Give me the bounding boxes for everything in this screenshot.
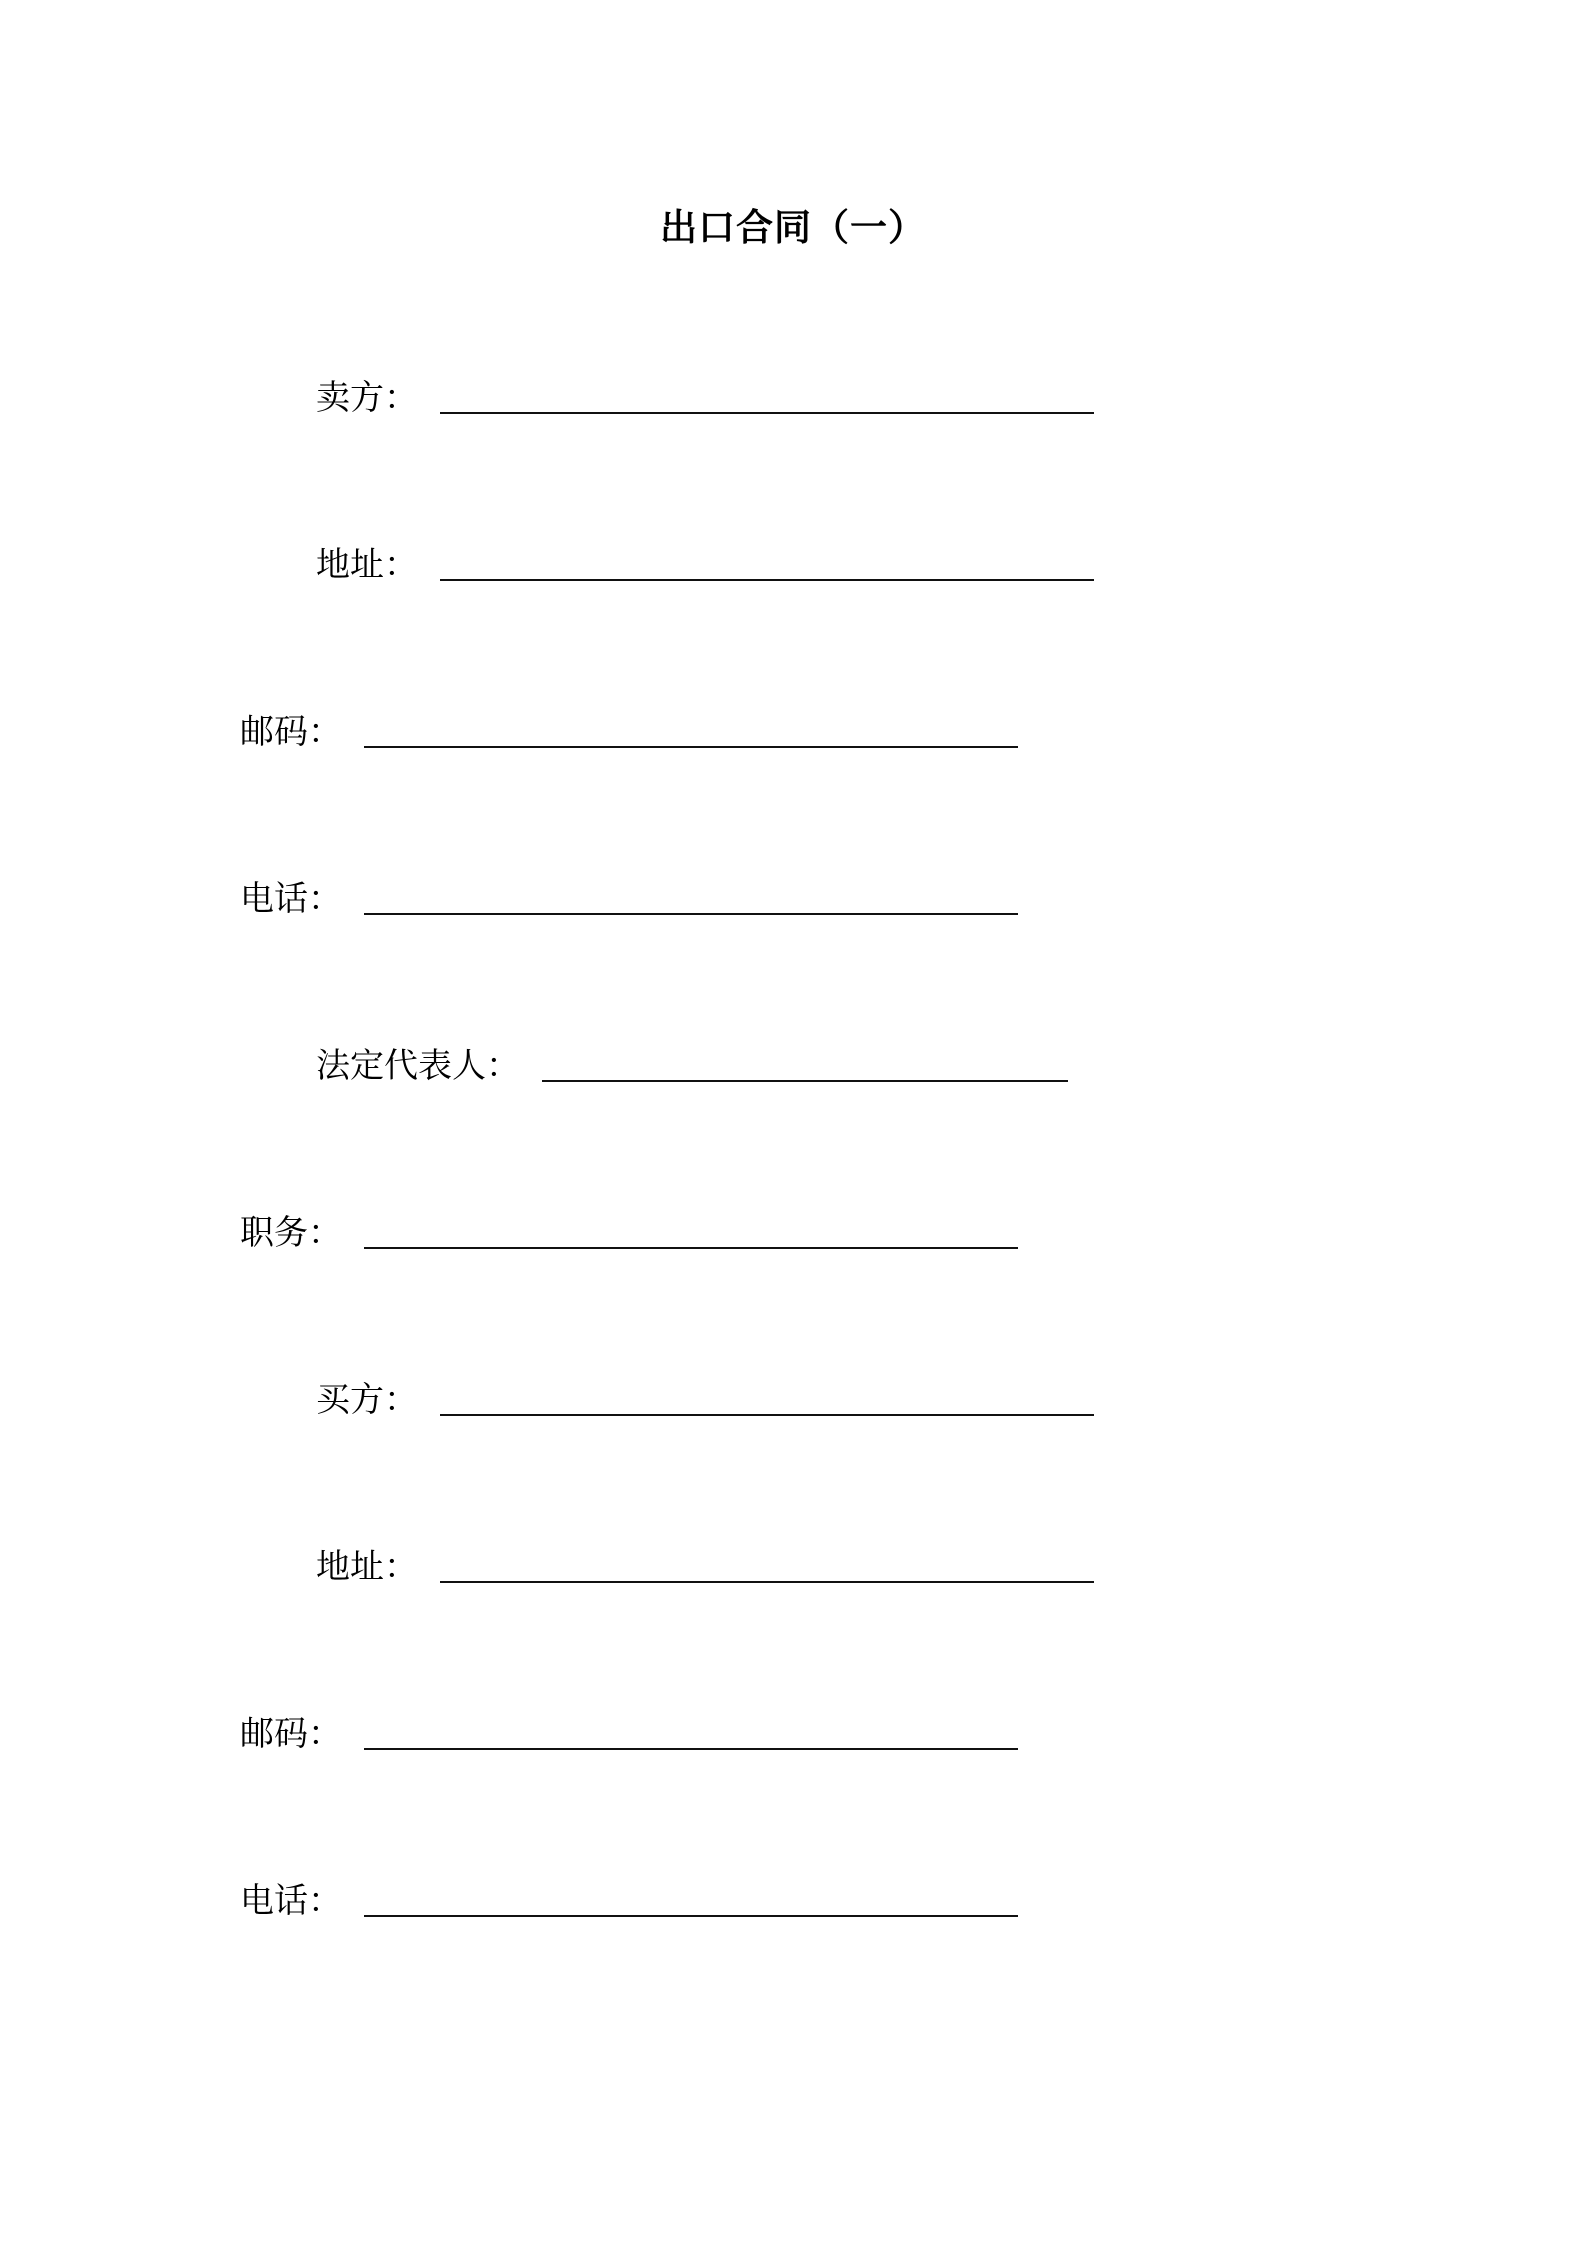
legal-representative-field [316, 1038, 1068, 1094]
seller-postcode-field [240, 704, 1018, 760]
seller-blank-line[interactable] [440, 412, 1094, 414]
seller-phone-field [240, 871, 1018, 927]
seller-postcode-label: 邮码： [240, 712, 342, 752]
buyer-address-label: 地址： [316, 1547, 418, 1587]
seller-field [316, 370, 1094, 426]
seller-postcode-blank-line[interactable] [364, 746, 1018, 748]
buyer-blank-line[interactable] [440, 1414, 1094, 1416]
seller-phone-blank-line[interactable] [364, 913, 1018, 915]
seller-phone-label: 电话： [240, 879, 342, 919]
buyer-label: 买方： [316, 1380, 418, 1420]
seller-label: 卖方： [316, 378, 418, 418]
buyer-phone-label: 电话： [240, 1881, 342, 1921]
buyer-address-blank-line[interactable] [440, 1581, 1094, 1583]
position-field [240, 1205, 1018, 1261]
buyer-phone-blank-line[interactable] [364, 1915, 1018, 1917]
page-title: 出口合同（一） [660, 206, 926, 249]
legal-representative-blank-line[interactable] [542, 1080, 1068, 1082]
position-label: 职务： [240, 1213, 342, 1253]
buyer-postcode-field [240, 1706, 1018, 1762]
legal-representative-label: 法定代表人： [316, 1046, 520, 1086]
buyer-phone-field [240, 1873, 1018, 1929]
position-blank-line[interactable] [364, 1247, 1018, 1249]
seller-address-field [316, 537, 1094, 593]
buyer-postcode-label: 邮码： [240, 1714, 342, 1754]
buyer-postcode-blank-line[interactable] [364, 1748, 1018, 1750]
seller-address-label: 地址： [316, 545, 418, 585]
seller-address-blank-line[interactable] [440, 579, 1094, 581]
buyer-field [316, 1372, 1094, 1428]
buyer-address-field [316, 1539, 1094, 1595]
